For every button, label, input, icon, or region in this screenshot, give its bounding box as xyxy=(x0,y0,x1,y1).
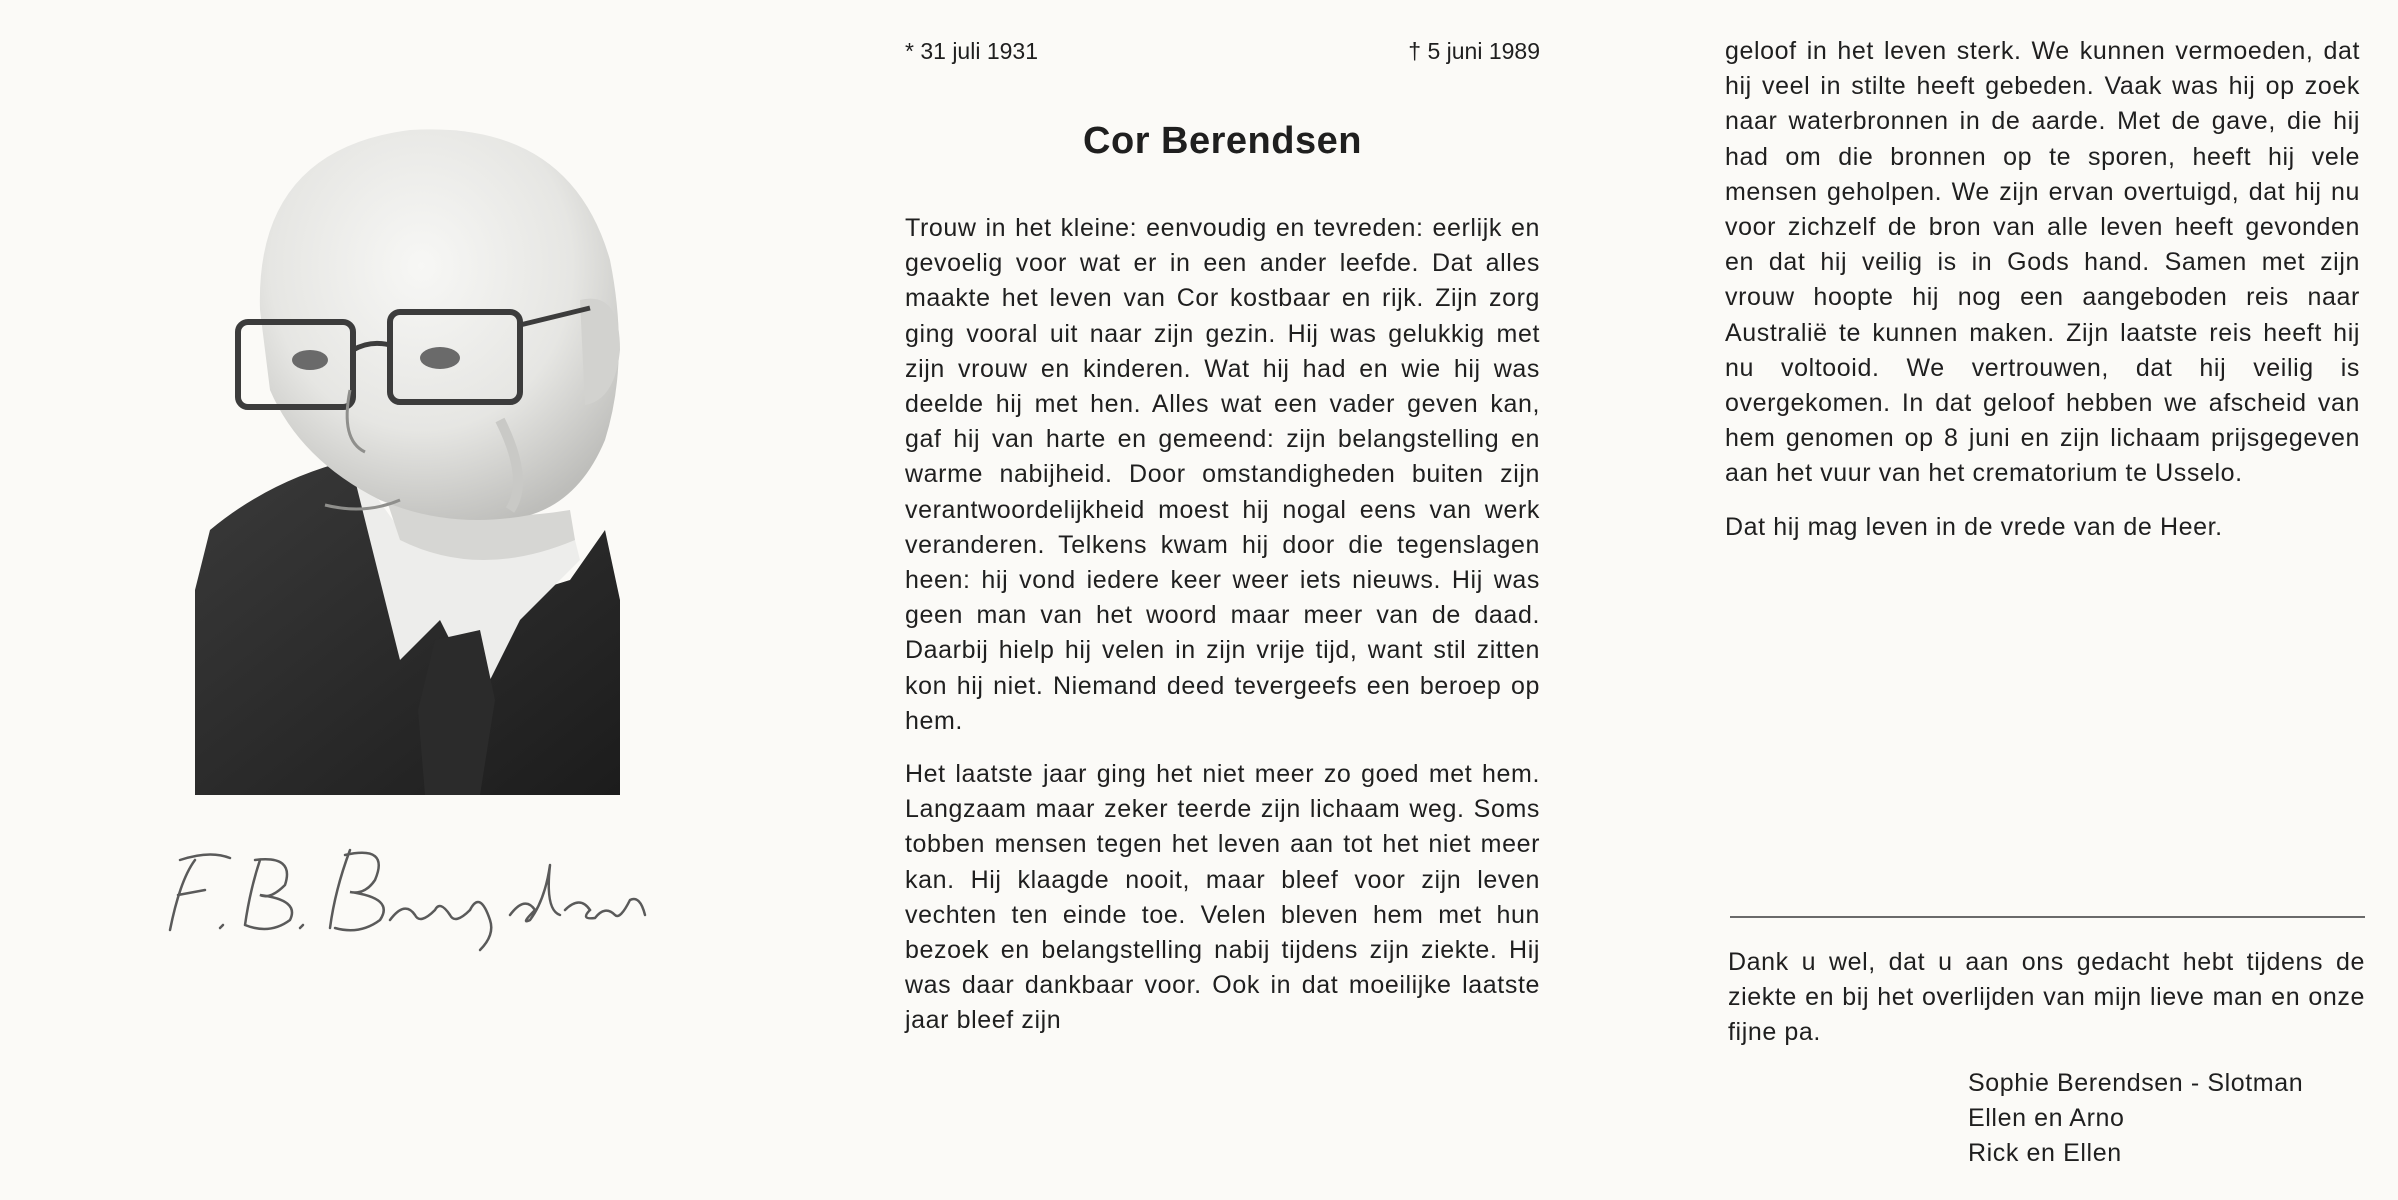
right-column xyxy=(1725,30,2360,545)
signers-list xyxy=(1968,1066,2303,1172)
death-date: † 5 juni 1989 xyxy=(1408,38,1540,64)
middle-column xyxy=(905,30,1540,1039)
signer-2: Ellen en Arno xyxy=(1968,1104,2125,1133)
divider xyxy=(1730,916,2365,918)
signer-3: Rick en Ellen xyxy=(1968,1139,2122,1168)
paragraph-2: Het laatste jaar ging het niet meer zo goed met hem. Langzaam maar zeker teerde zijn lichaam weg. Soms tobben mensen tegen het leven aan tot het niet meer kan. Hij klaagde nooit, maar bleef voor zijn leven vechten ten einde toe. Velen bleven hem met hun bezoek en belangstelling nabij tijdens zijn ziekte. Hij was daar dankbaar voor. Ook in dat moeilijke laatste jaar bleef zijn xyxy=(905,760,1540,1035)
deceased-name: Cor Berendsen xyxy=(1083,120,1362,162)
signer-1: Sophie Berendsen - Slotman xyxy=(1968,1069,2304,1097)
closing-line: Dat hij mag leven in de vrede van de Heer. xyxy=(1725,512,2223,541)
birth-date: * 31 juli 1931 xyxy=(905,38,1038,64)
dates-row xyxy=(905,30,1540,70)
thank-you-message: Dank u wel, dat u aan ons gedacht hebt tijdens de ziekte en bij het overlijden van mijn lieve man en onze fijne pa. xyxy=(1728,948,2365,1047)
paragraph-3: geloof in het leven sterk. We kunnen vermoeden, dat hij veel in stilte heeft gebeden. Vaak was hij op zoek naar waterbronnen in de aarde. Met de gave, die hij had om die bronnen op te sporen, heeft hij vele mensen geholpen. We zijn ervan overtuigd, dat hij nu voor zichzelf de bron van alle leven heeft gevonden en dat hij veilig is in Gods hand. Samen met zijn vrouw hoopte hij nog een aangeboden reis naar Australië te kunnen maken. Zijn laatste reis heeft hij nu voltooid. We vertrouwen, dat hij veilig is overgekomen. In dat geloof hebben we afscheid van hem genomen op 8 juni en zijn lichaam prijsgegeven aan het vuur van het crematorium te Usselo. xyxy=(1725,37,2360,488)
paragraph-1: Trouw in het kleine: eenvoudig en tevreden: eerlijk en gevoelig voor wat er in een ander leefde. Dat alles maakte het leven van Cor kostbaar en rijk. Zijn zorg ging vooral uit naar zijn gezin. Hij was gelukkig met zijn vrouw en kinderen. Wat hij had en wie hij was deelde hij met hen. Alles wat een vader geven kan, gaf hij van harte en gemeend: zijn belangstelling en warme nabijheid. Door omstandigheden buiten zijn verantwoordelijkheid moest hij nogal eens van werk veranderen. Telkens kwam hij door die tegenslagen heen: hij vond iedere keer weer iets nieuws. Hij was geen man van het woord maar meer van de daad. Daarbij hielp hij velen in zijn vrije tijd, want stil zitten kon hij niet. Niemand deed tevergeefs een beroep op hem. xyxy=(905,214,1540,735)
signature xyxy=(150,820,710,960)
portrait-photo xyxy=(150,60,710,800)
signature-text xyxy=(150,960,151,961)
